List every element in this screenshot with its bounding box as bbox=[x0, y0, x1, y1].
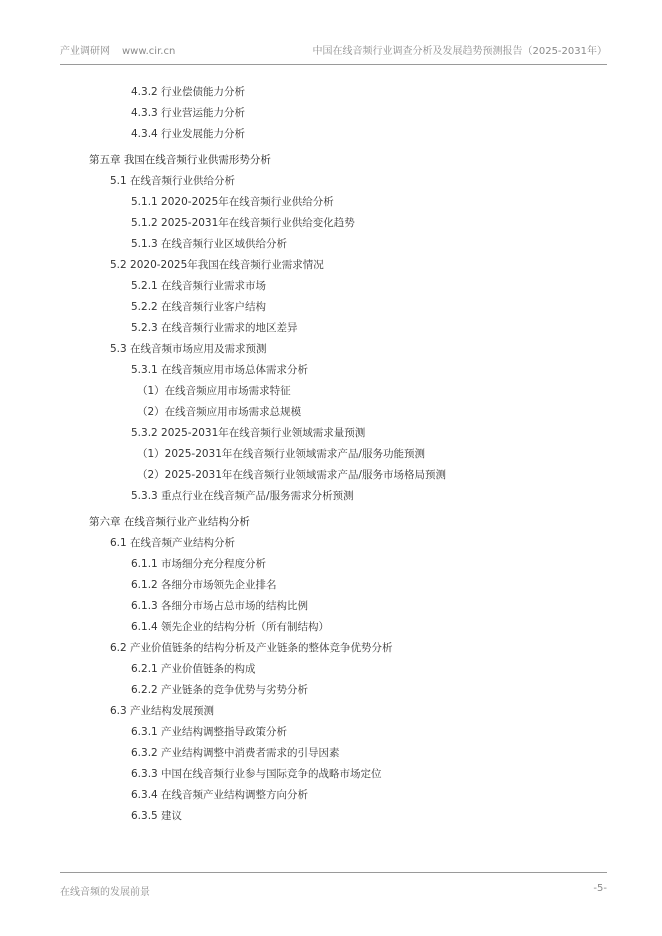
toc-entry[interactable]: 6.3.4 在线音频产业结构调整方向分析 bbox=[131, 789, 309, 801]
toc-entry[interactable]: 6.3.1 产业结构调整指导政策分析 bbox=[131, 726, 288, 738]
toc-entry[interactable]: 6.1.3 各细分市场占总市场的结构比例 bbox=[131, 600, 309, 612]
toc-entry[interactable]: （2）2025-2031年在线音频行业领域需求产品/服务市场格局预测 bbox=[137, 469, 446, 481]
toc-entry[interactable]: 5.3.2 2025-2031年在线音频行业领域需求量预测 bbox=[131, 427, 366, 439]
toc-chapter-entry[interactable]: 第六章 在线音频行业产业结构分析 bbox=[89, 516, 250, 528]
toc-entry[interactable]: 6.1.2 各细分市场领先企业排名 bbox=[131, 579, 277, 591]
toc-entry[interactable]: 4.3.3 行业营运能力分析 bbox=[131, 107, 246, 119]
toc-entry[interactable]: 4.3.2 行业偿债能力分析 bbox=[131, 86, 246, 98]
table-of-contents bbox=[0, 82, 662, 827]
toc-entry[interactable]: 5.3.3 重点行业在线音频产品/服务需求分析预测 bbox=[131, 490, 354, 502]
toc-entry[interactable]: 4.3.4 行业发展能力分析 bbox=[131, 128, 246, 140]
toc-entry[interactable]: 5.1 在线音频行业供给分析 bbox=[110, 175, 236, 187]
report-title: 中国在线音频行业调查分析及发展趋势预测报告（2025-2031年） bbox=[312, 46, 607, 57]
toc-entry[interactable]: 6.2.1 产业价值链条的构成 bbox=[131, 663, 256, 675]
toc-entry[interactable]: （2）在线音频应用市场需求总规模 bbox=[137, 406, 302, 418]
toc-entry[interactable]: 5.3.1 在线音频应用市场总体需求分析 bbox=[131, 364, 309, 376]
page-header bbox=[60, 38, 607, 58]
site-name: 产业调研网 bbox=[60, 46, 110, 57]
toc-entry[interactable]: 6.3.5 建议 bbox=[131, 810, 183, 822]
toc-entry[interactable]: 6.3.2 产业结构调整中消费者需求的引导因素 bbox=[131, 747, 340, 759]
toc-entry[interactable]: 5.1.2 2025-2031年在线音频行业供给变化趋势 bbox=[131, 217, 355, 229]
page-footer bbox=[60, 881, 607, 897]
toc-entry[interactable]: 5.1.3 在线音频行业区域供给分析 bbox=[131, 238, 288, 250]
toc-entry[interactable]: 6.3 产业结构发展预测 bbox=[110, 705, 215, 717]
page-number: -5- bbox=[593, 883, 607, 894]
toc-entry[interactable]: 6.2 产业价值链条的结构分析及产业链条的整体竞争优势分析 bbox=[110, 642, 393, 654]
header-site bbox=[60, 42, 175, 57]
toc-entry[interactable]: 5.2 2020-2025年我国在线音频行业需求情况 bbox=[110, 259, 324, 271]
toc-entry[interactable]: 6.1.1 市场细分充分程度分析 bbox=[131, 558, 267, 570]
toc-entry[interactable]: 6.1 在线音频产业结构分析 bbox=[110, 537, 236, 549]
footer-topic: 在线音频的发展前景 bbox=[60, 887, 150, 898]
footer-divider bbox=[60, 872, 607, 873]
toc-entry[interactable]: 5.2.2 在线音频行业客户结构 bbox=[131, 301, 267, 313]
toc-entry[interactable]: （1）2025-2031年在线音频行业领域需求产品/服务功能预测 bbox=[137, 448, 425, 460]
toc-entry[interactable]: 6.3.3 中国在线音频行业参与国际竞争的战略市场定位 bbox=[131, 768, 382, 780]
toc-entry[interactable]: 5.2.1 在线音频行业需求市场 bbox=[131, 280, 267, 292]
toc-chapter-entry[interactable]: 第五章 我国在线音频行业供需形势分析 bbox=[89, 154, 271, 166]
header-divider bbox=[60, 64, 607, 65]
toc-entry[interactable]: 6.2.2 产业链条的竞争优势与劣势分析 bbox=[131, 684, 309, 696]
toc-entry[interactable]: （1）在线音频应用市场需求特征 bbox=[137, 385, 291, 397]
site-url: www.cir.cn bbox=[122, 46, 176, 57]
toc-entry[interactable]: 6.1.4 领先企业的结构分析（所有制结构） bbox=[131, 621, 330, 633]
toc-entry[interactable]: 5.3 在线音频市场应用及需求预测 bbox=[110, 343, 267, 355]
toc-entry[interactable]: 5.2.3 在线音频行业需求的地区差异 bbox=[131, 322, 298, 334]
toc-entry[interactable]: 5.1.1 2020-2025年在线音频行业供给分析 bbox=[131, 196, 334, 208]
